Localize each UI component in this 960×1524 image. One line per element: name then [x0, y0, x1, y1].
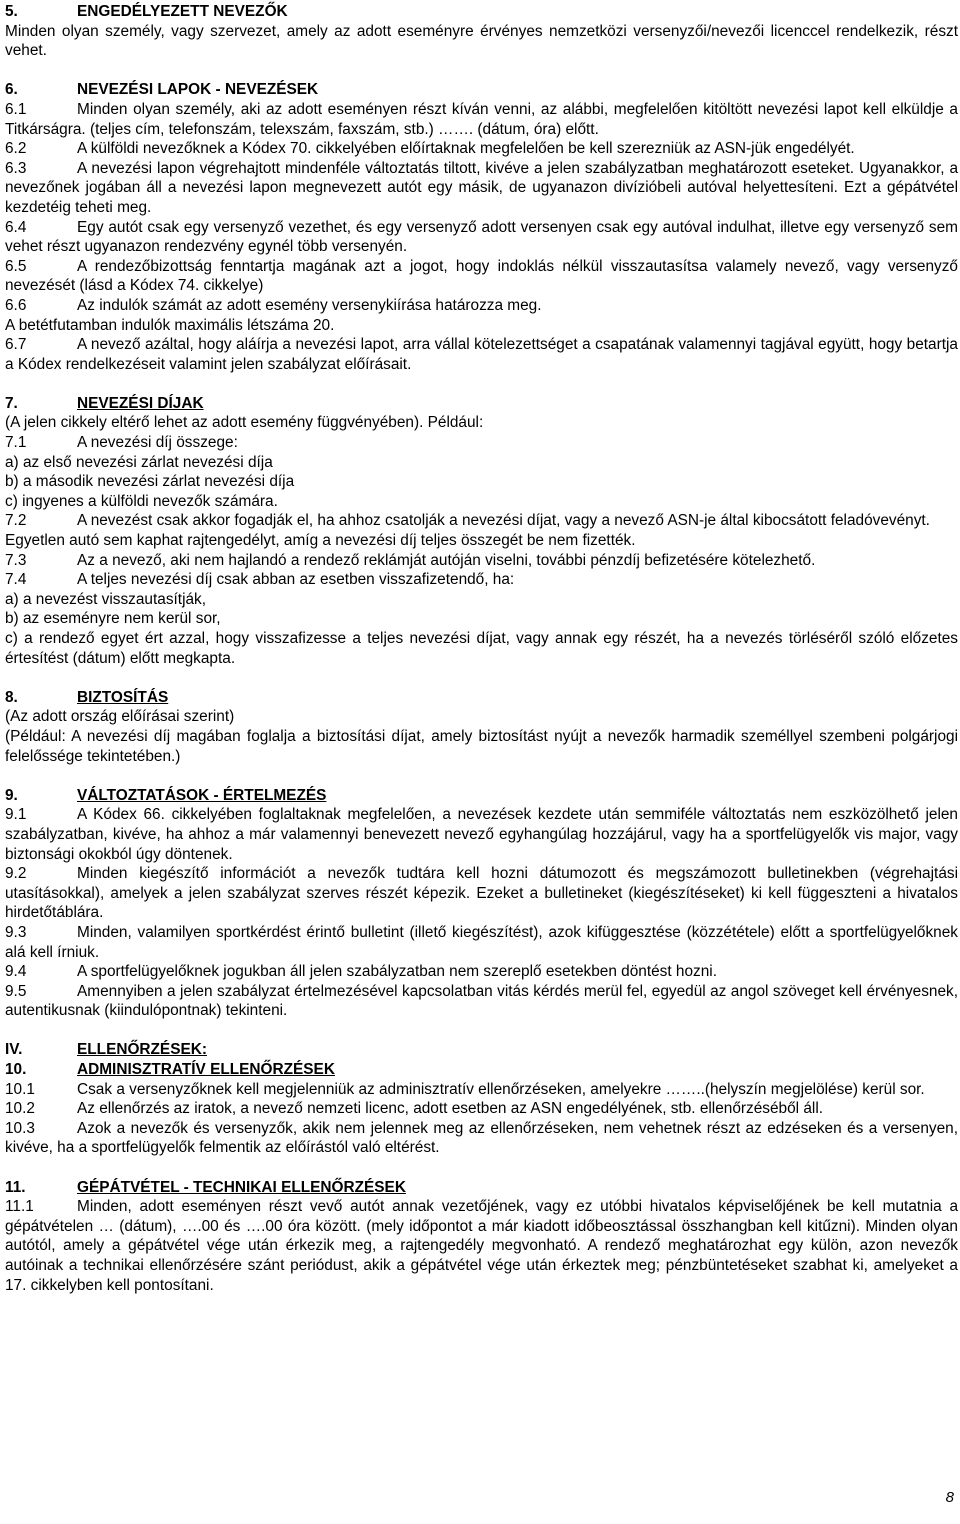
clause-number: 7.2	[5, 512, 27, 530]
section-6-heading	[5, 80, 958, 100]
section-title: VÁLTOZTATÁSOK - ÉRTELMEZÉS	[77, 786, 327, 804]
clause-text: A teljes nevezési díj csak abban az esetben visszafizetendő, ha:	[77, 571, 515, 589]
document-page	[5, 2, 958, 1295]
section-number: 9.	[5, 786, 18, 804]
clause-number: 9.2	[5, 865, 27, 883]
clause-text: A nevezési lapon végrehajtott mindenféle változtatás tiltott, kivéve a jelen szabályzatban meghatározott eseteket. Ugyanakkor, a nevezőnek jogában áll a nevezési lapon megnevezett autót egy másik, de ugyanazon divízióbeli autóval helyettesíteni. Ezt a gépátvétel kezdetéig teheti meg.	[5, 159, 958, 216]
clause-text: A betétfutamban indulók maximális létszáma 20.	[5, 316, 335, 334]
section-11-heading	[5, 1178, 958, 1198]
section-number: 10.	[5, 1061, 27, 1079]
clause-text: b) az eseményre nem kerül sor,	[5, 610, 221, 628]
clause-item	[5, 982, 958, 1021]
clause-item	[5, 1197, 958, 1295]
section-title: ADMINISZTRATÍV ELLENŐRZÉSEK	[77, 1061, 335, 1079]
part-iv-heading	[5, 1040, 958, 1060]
clause-item	[5, 1119, 958, 1158]
clause-item	[5, 453, 958, 473]
clause-number: 10.3	[5, 1119, 35, 1137]
clause-item	[5, 296, 958, 316]
clause-item	[5, 531, 958, 551]
section-number: 8.	[5, 688, 18, 706]
section-title: NEVEZÉSI DÍJAK	[77, 394, 204, 412]
clause-text: Az indulók számát az adott esemény versenykiírása határozza meg.	[77, 296, 542, 314]
clause-item	[5, 218, 958, 257]
clause-text: Minden kiegészítő információt a nevezők tudtára kell hozni dátumozott és megszámozott bulletinekben (végrehajtási utasításokkal), amelyek a jelen szabályzat szerves részét képezik. Ezeket a bulletineket (kiegészítéseket) ki kell függeszteni a hivatalos hirdetőtáblára.	[5, 865, 958, 922]
clause-number: 9.5	[5, 982, 27, 1000]
clause-item	[5, 962, 958, 982]
clause-item	[5, 1080, 958, 1100]
clause-number: 6.6	[5, 296, 27, 314]
clause-text: Minden, adott eseményen részt vevő autót annak vezetőjének, vagy ez utóbbi hivatalos képviselőjének be kell mutatnia a gépátvételen … (dátum), ….00 és ….00 óra között. (mely időpontot a már kiadott időbeosztással összhangban kell kitűzni). Minden olyan autótól, amely a gépátvétel vége után érkezik meg, a rajtengedély megvonható. A rendező meghatározhat egy külön, azon nevezők autóinak a technikai ellenőrzésére szánt periódust, akik a gépátvétel vége után érkeztek meg; pénzbüntetéseket szabhat ki, amelyeket a 17. cikkelyben kell pontosítani.	[5, 1198, 958, 1294]
clause-text: a) a nevezést visszautasítják,	[5, 590, 207, 608]
clause-text: Minden, valamilyen sportkérdést érintő bulletint (illető kiegészítést), azok kifüggesztése (közzététele) előtt a sportfelügyelőknek alá kell írniuk.	[5, 923, 958, 961]
clause-number: 9.3	[5, 923, 27, 941]
clause-text: Az ellenőrzés az iratok, a nevező nemzeti licenc, adott esetben az ASN engedélyének, stb. ellenőrzéséből áll.	[77, 1100, 824, 1118]
clause-number: 6.4	[5, 218, 27, 236]
section-7-intro: (A jelen cikkely eltérő lehet az adott esemény függvényében). Például:	[5, 414, 484, 432]
clause-item	[5, 864, 958, 923]
section-title: BIZTOSÍTÁS	[77, 688, 169, 706]
clause-text: Azok a nevezők és versenyzők, akik nem jelennek meg az ellenőrzéseken, nem vehetnek részt az edzéseken és a versenyen, kivéve, ha a sportfelügyelők felmentik az előírástól való eltérést.	[5, 1119, 958, 1157]
section-8-line: (Például: A nevezési díj magában foglalja a biztosítási díjat, amely biztosítást nyújt a nevezők harmadik személlyel szembeni polgárjogi felelőssége tekintetében.)	[5, 727, 958, 765]
clause-number: 6.2	[5, 140, 27, 158]
section-10-heading	[5, 1060, 958, 1080]
clause-item	[5, 433, 958, 453]
clause-item	[5, 159, 958, 218]
clause-item	[5, 139, 958, 159]
clause-text: b) a második nevezési zárlat nevezési díja	[5, 473, 295, 491]
section-number: 11.	[5, 1178, 26, 1196]
clause-number: 7.4	[5, 571, 27, 589]
clause-number: 6.5	[5, 257, 27, 275]
page-number: 8	[945, 1489, 954, 1506]
clause-text: c) ingyenes a külföldi nevezők számára.	[5, 492, 278, 510]
section-number: 7.	[5, 394, 18, 412]
clause-item	[5, 511, 958, 531]
section-7-items	[5, 433, 958, 668]
section-8-heading	[5, 688, 958, 708]
section-number: 5.	[5, 3, 18, 20]
clause-item	[5, 472, 958, 492]
clause-number: 6.1	[5, 100, 27, 118]
section-9-heading	[5, 786, 958, 806]
clause-item	[5, 1099, 958, 1119]
clause-number: 7.3	[5, 551, 27, 569]
clause-item	[5, 629, 958, 668]
clause-item	[5, 335, 958, 374]
clause-item	[5, 923, 958, 962]
clause-item	[5, 805, 958, 864]
clause-text: Az a nevező, aki nem hajlandó a rendező reklámját autóján viselni, további pénzdíj befizetésére kötelezhető.	[77, 551, 816, 569]
clause-number: 6.3	[5, 159, 27, 177]
clause-number: 9.4	[5, 963, 27, 981]
section-6-items	[5, 100, 958, 374]
clause-item	[5, 551, 958, 571]
clause-item	[5, 257, 958, 296]
section-title: NEVEZÉSI LAPOK - NEVEZÉSEK	[77, 81, 319, 99]
clause-text: c) a rendező egyet ért azzal, hogy visszafizesse a teljes nevezési díjat, vagy annak egy részét, ha a nevezés törléséről szóló előzetes értesítést (dátum) előtt megkapta.	[5, 630, 958, 667]
clause-text: Egyetlen autó sem kaphat rajtengedélyt, amíg a nevezési díj teljes összegét be nem fizették.	[5, 532, 636, 550]
clause-number: 11.1	[5, 1198, 34, 1216]
clause-text: A külföldi nevezőknek a Kódex 70. cikkelyében előírtaknak megfelelően be kell szerezniük az ASN-jük engedélyét.	[77, 140, 855, 158]
clause-item	[5, 100, 958, 139]
clause-text: Csak a versenyzőknek kell megjelenniük az adminisztratív ellenőrzéseken, amelyekre ……..(helyszín megjelölése) kerül sor.	[77, 1080, 925, 1098]
clause-number: 9.1	[5, 806, 27, 824]
clause-item	[5, 570, 958, 590]
section-10-items	[5, 1080, 958, 1158]
clause-text: A nevező azáltal, hogy aláírja a nevezési lapot, arra vállal kötelezettséget a csapatának valamennyi tagjával együtt, hogy betartja a Kódex rendelkezéseit valamint jelen szabályzat előírásait.	[5, 336, 958, 373]
clause-number: 10.1	[5, 1080, 35, 1098]
section-7-heading	[5, 394, 958, 414]
section-title: ELLENŐRZÉSEK:	[77, 1041, 207, 1059]
clause-item	[5, 609, 958, 629]
section-11-items	[5, 1197, 958, 1295]
section-number: IV.	[5, 1041, 23, 1059]
clause-number: 6.7	[5, 336, 27, 354]
section-9-items	[5, 805, 958, 1021]
section-8-line: (Az adott ország előírásai szerint)	[5, 708, 235, 726]
clause-text: A nevezést csak akkor fogadják el, ha ahhoz csatolják a nevezési díjat, vagy a nevező ASN-je által kibocsátott feladóvevényt.	[77, 512, 930, 530]
section-number: 6.	[5, 81, 18, 99]
clause-text: A Kódex 66. cikkelyében foglaltaknak megfelelően, a nevezések kezdete után semmiféle változtatás nem eszközölhető jelen szabályzatban, kivéve, ha ahhoz a már valamennyi benevezett nevező egyhangúlag hozzájárul, vagy ha a sportfelügyelők vis major, vagy biztonsági okokból úgy döntenek.	[5, 806, 958, 863]
section-5-body: Minden olyan személy, vagy szervezet, amely az adott eseményre érvényes nemzetközi versenyzői/nevezői licenccel rendelkezik, részt vehet.	[5, 22, 958, 60]
clause-text: A nevezési díj összege:	[77, 434, 238, 452]
clause-text: A rendezőbizottság fenntartja magának azt a jogot, hogy indoklás nélkül visszautasítsa valamely nevező, vagy versenyző nevezését (lásd a Kódex 74. cikkelye)	[5, 257, 958, 295]
clause-item	[5, 492, 958, 512]
section-5-heading	[5, 2, 958, 22]
clause-text: Egy autót csak egy versenyző vezethet, és egy versenyző adott versenyen csak egy autóval indulhat, illetve egy versenyző sem vehet részt ugyanazon rendezvény egynél több versenyén.	[5, 218, 958, 256]
clause-number: 7.1	[5, 434, 27, 452]
clause-text: a) az első nevezési zárlat nevezési díja	[5, 453, 273, 471]
clause-text: A sportfelügyelőknek jogukban áll jelen szabályzatban nem szereplő esetekben döntést hozni.	[77, 963, 717, 981]
section-title: ENGEDÉLYEZETT NEVEZŐK	[77, 3, 288, 20]
clause-item	[5, 316, 958, 336]
clause-text: Minden olyan személy, aki az adott eseményen részt kíván venni, az alábbi, megfelelően kitöltött nevezési lapot kell elküldje a Titkárságra. (teljes cím, telefonszám, telexszám, faxszám, stb.) ……. (dátum, óra) előtt.	[5, 100, 958, 138]
clause-number: 10.2	[5, 1100, 35, 1118]
clause-item	[5, 590, 958, 610]
section-title: GÉPÁTVÉTEL - TECHNIKAI ELLENŐRZÉSEK	[77, 1178, 406, 1196]
clause-text: Amennyiben a jelen szabályzat értelmezésével kapcsolatban vitás kérdés merül fel, egyedül az angol szöveget kell érvényesnek, autentikusnak (kiindulópontnak) tekinteni.	[5, 982, 958, 1020]
